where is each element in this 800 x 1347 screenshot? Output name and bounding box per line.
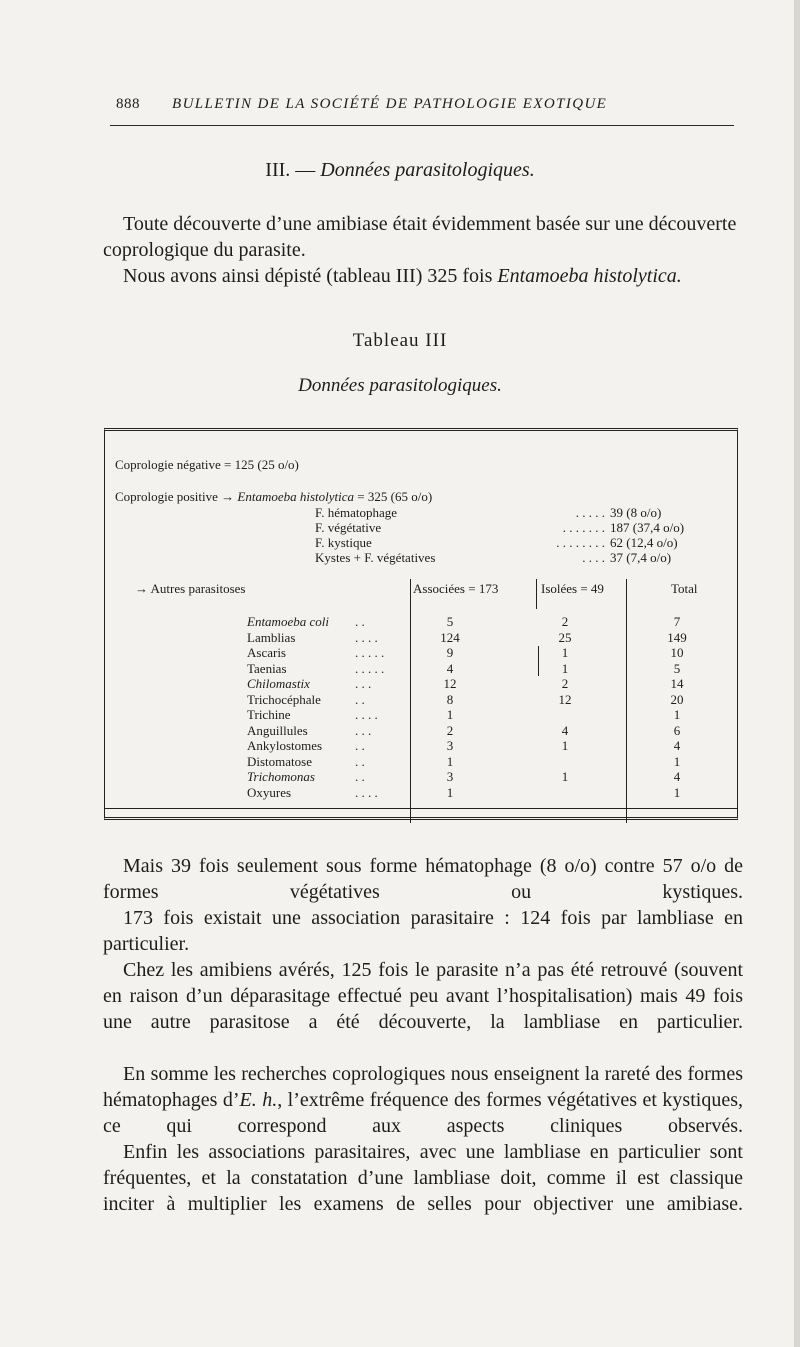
intro-paragraph-2	[103, 263, 743, 289]
isolees-value: 1	[561, 660, 569, 676]
associees-value: 12	[443, 676, 457, 691]
parasite-dots: . . . .	[355, 707, 378, 722]
isolees-value: 2	[561, 614, 569, 629]
form-dots: . . . . . . .	[562, 520, 605, 535]
total-value: 1	[673, 707, 681, 722]
body-paragraph-4	[103, 1061, 743, 1139]
associees-value: 3	[446, 738, 454, 753]
form-dots: . . . . .	[575, 505, 605, 520]
running-header	[116, 96, 745, 120]
positive-suffix: = 325 (65 o/o)	[354, 489, 433, 504]
body-paragraph-1: Mais 39 fois seulement sous forme hématophage (8 o/o) contre 57 o/o de formes végétatives ou kystiques.	[103, 855, 743, 903]
parasite-dots: . . .	[355, 676, 372, 691]
form-label: F. hématophage	[315, 505, 397, 520]
associees-value: 4	[446, 660, 454, 676]
total-value: 4	[673, 769, 681, 784]
associees-value: 5	[446, 614, 454, 629]
parasite-name: Trichocéphale	[247, 691, 321, 707]
table-label: Tableau III	[352, 330, 448, 351]
p4-text-a: En somme les recherches coprologiques nous enseignent la rareté des formes hématophages d’	[103, 1063, 743, 1111]
p4-text-b: , l’extrême fréquence des formes végétatives et kystiques, ce qui correspond aux aspects cliniques observés.	[103, 1089, 743, 1137]
isolees-value: 1	[561, 645, 569, 660]
form-value: 37 (7,4 o/o)	[610, 550, 672, 565]
form-value: 39 (8 o/o)	[610, 505, 662, 520]
page-edge	[794, 0, 800, 1347]
section-heading	[0, 159, 800, 182]
parasite-dots: . . . . .	[355, 645, 385, 660]
parasite-name: Trichomonas	[247, 769, 315, 784]
intro-p2-text: Nous avons ainsi dépisté (tableau III) 325 fois	[123, 265, 498, 287]
col-header-isolees: Isolées = 49	[541, 581, 604, 596]
col-header-total: Total	[671, 581, 698, 596]
form-label: Kystes + F. végétatives	[315, 550, 436, 565]
parasite-dots: . . .	[355, 722, 372, 738]
table-iii	[104, 428, 738, 820]
page-number: 888	[116, 96, 140, 112]
body-paragraph-3: Chez les amibiens avérés, 125 fois le parasite n’a pas été retrouvé (souvent en raison d’un déparasitage effectué peu avant l’hospitalisation) mais 49 fois une autre parasitose a été découverte, la lambliase en particulier.	[103, 959, 743, 1033]
col-header-associees: Associées = 173	[413, 581, 499, 596]
associees-value: 1	[446, 784, 454, 800]
positive-prefix: Coprologie positive →	[115, 489, 238, 504]
coprologie-positive	[115, 489, 432, 505]
total-value: 20	[670, 691, 684, 707]
total-value: 149	[667, 629, 687, 645]
coprologie-negative: Coprologie négative = 125 (25 o/o)	[115, 457, 299, 472]
isolees-value: 12	[558, 691, 572, 707]
p4-abbrev: E. h.	[239, 1089, 278, 1111]
parasite-dots: . .	[355, 691, 365, 707]
total-value: 10	[670, 645, 684, 660]
column-divider-2a	[536, 579, 537, 609]
body-paragraph-5: Enfin les associations parasitaires, avec une lambliase en particulier sont fréquentes, et la constatation d’une lambliase doit, comme il est classique inciter à multiplier les examens de selles pour objectiver une amibiase.	[103, 1141, 743, 1215]
associees-value: 3	[446, 769, 454, 784]
section-number: III. —	[265, 159, 316, 181]
intro-p2-species: Entamoeba histolytica.	[497, 265, 682, 287]
form-dots: . . . .	[582, 550, 605, 565]
parasite-dots: . .	[355, 769, 365, 784]
parasite-dots: . .	[355, 614, 365, 629]
body-paragraph-2: 173 fois existait une association parasitaire : 124 fois par lambliase en particulier.	[103, 907, 743, 955]
form-value: 62 (12,4 o/o)	[610, 535, 678, 550]
total-value: 1	[673, 784, 681, 800]
associees-value: 1	[446, 707, 454, 722]
table-bottom-rule	[105, 808, 737, 809]
total-value: 6	[673, 722, 681, 738]
parasite-name: Ankylostomes	[247, 738, 323, 753]
parasite-dots: . . . . .	[355, 660, 385, 676]
associees-value: 8	[446, 691, 454, 707]
form-dots: . . . . . . . .	[556, 535, 605, 550]
parasite-name: Distomatose	[247, 753, 312, 769]
parasite-name: Trichine	[247, 707, 291, 722]
parasite-dots: . .	[355, 753, 365, 769]
parasite-name: Chilomastix	[247, 676, 310, 691]
header-rule	[110, 125, 734, 126]
associees-value: 124	[440, 629, 460, 645]
total-value: 14	[670, 676, 684, 691]
parasite-name: Lamblias	[247, 629, 296, 645]
col-header-autres: → Autres parasitoses	[135, 581, 246, 596]
form-label: F. végétative	[315, 520, 382, 535]
total-value: 5	[673, 660, 681, 676]
parasite-name: Anguillules	[247, 722, 308, 738]
associees-value: 2	[446, 722, 454, 738]
total-value: 4	[673, 738, 681, 753]
parasite-name: Taenias	[247, 660, 287, 676]
journal-title: BULLETIN DE LA SOCIÉTÉ DE PATHOLOGIE EXOTIQUE	[172, 96, 608, 112]
parasite-dots: . . . .	[355, 629, 378, 645]
intro-paragraph-1: Toute découverte d’une amibiase était évidemment basée sur une découverte coprologique du parasite.	[103, 213, 737, 261]
total-value: 1	[673, 753, 681, 769]
parasite-dots: . . . .	[355, 784, 378, 800]
section-title: Données parasitologiques.	[320, 159, 535, 181]
associees-value: 9	[446, 645, 454, 660]
associees-value: 1	[446, 753, 454, 769]
isolees-value: 1	[561, 769, 569, 784]
isolees-value: 2	[561, 676, 569, 691]
parasite-name: Oxyures	[247, 784, 292, 800]
total-value: 7	[673, 614, 681, 629]
isolees-value: 25	[558, 629, 572, 645]
form-label: F. kystique	[315, 535, 372, 550]
column-divider-1	[410, 579, 411, 823]
isolees-value: 4	[561, 722, 569, 738]
table-subtitle: Données parasitologiques.	[298, 375, 502, 396]
isolees-value: 1	[561, 738, 569, 753]
parasite-name: Entamoeba coli	[247, 614, 329, 629]
column-divider-3	[626, 579, 627, 823]
column-divider-2b	[538, 646, 539, 676]
parasite-dots: . .	[355, 738, 365, 753]
positive-species: Entamoeba histolytica	[237, 489, 355, 504]
form-value: 187 (37,4 o/o)	[610, 520, 685, 535]
parasite-name: Ascaris	[247, 645, 286, 660]
